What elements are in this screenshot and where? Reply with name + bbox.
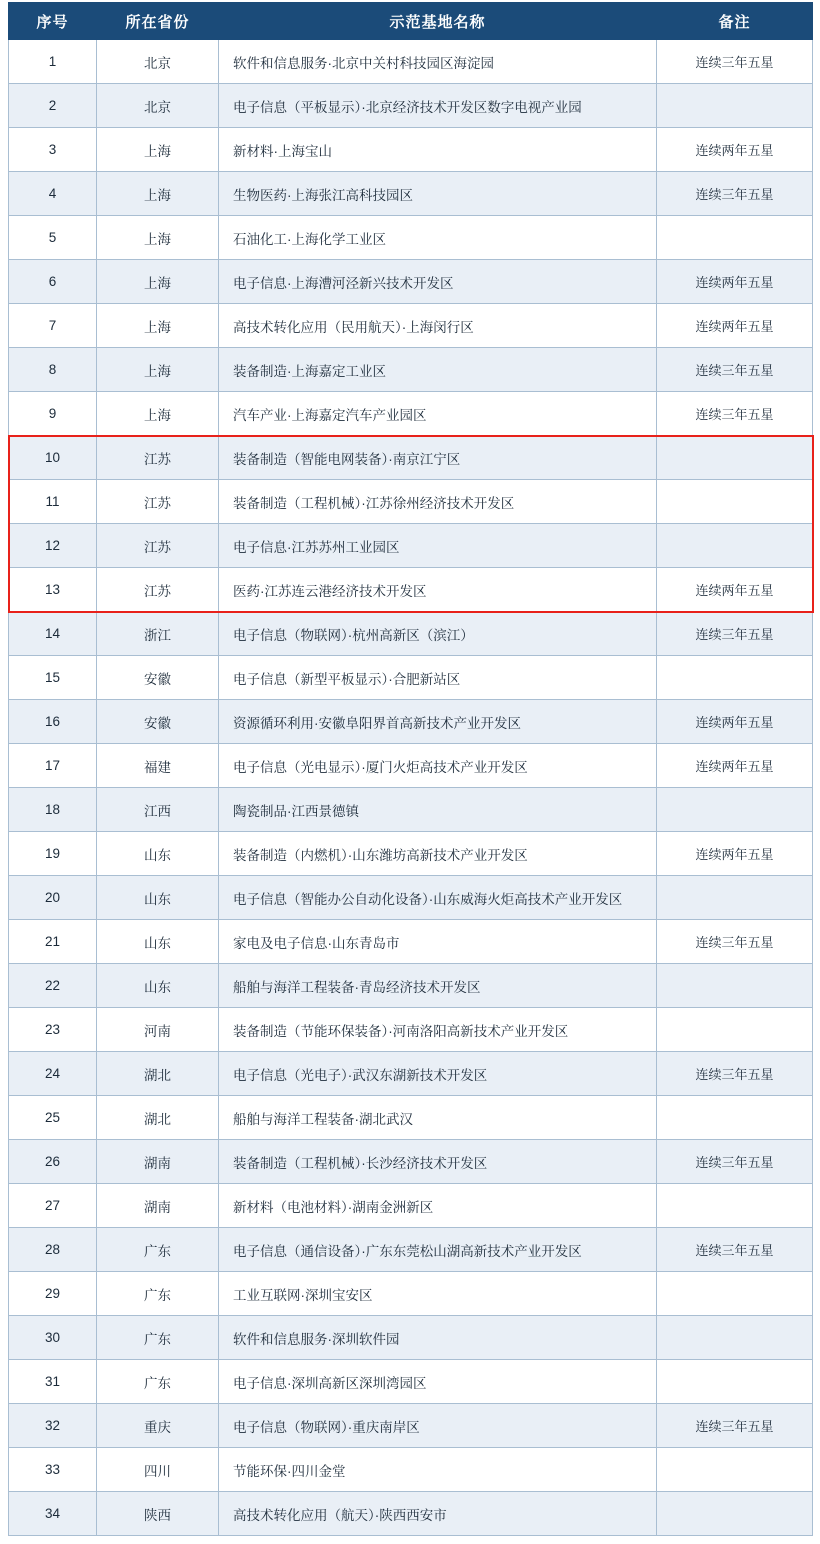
cell-province: 广东	[97, 1228, 219, 1272]
cell-province: 广东	[97, 1360, 219, 1404]
cell-remark	[657, 1184, 813, 1228]
cell-province: 北京	[97, 84, 219, 128]
cell-province: 广东	[97, 1316, 219, 1360]
cell-province: 河南	[97, 1008, 219, 1052]
cell-remark: 连续两年五星	[657, 700, 813, 744]
cell-index: 4	[9, 172, 97, 216]
table-row	[9, 612, 813, 656]
cell-base-name: 装备制造（智能电网装备）·南京江宁区	[219, 436, 657, 480]
cell-base-name: 电子信息（智能办公自动化设备）·山东威海火炬高技术产业开发区	[219, 876, 657, 920]
cell-base-name: 电子信息·上海漕河泾新兴技术开发区	[219, 260, 657, 304]
cell-remark: 连续三年五星	[657, 1140, 813, 1184]
cell-remark: 连续三年五星	[657, 920, 813, 964]
cell-index: 32	[9, 1404, 97, 1448]
header-row	[9, 3, 813, 40]
cell-base-name: 电子信息（物联网）·重庆南岸区	[219, 1404, 657, 1448]
cell-remark	[657, 876, 813, 920]
cell-base-name: 装备制造（节能环保装备）·河南洛阳高新技术产业开发区	[219, 1008, 657, 1052]
cell-index: 3	[9, 128, 97, 172]
table-row	[9, 1008, 813, 1052]
table-row	[9, 700, 813, 744]
cell-province: 山东	[97, 964, 219, 1008]
cell-remark: 连续三年五星	[657, 612, 813, 656]
cell-province: 上海	[97, 128, 219, 172]
cell-index: 33	[9, 1448, 97, 1492]
header-province: 所在省份	[97, 3, 219, 40]
table-row	[9, 260, 813, 304]
table-row	[9, 128, 813, 172]
cell-base-name: 装备制造（工程机械）·江苏徐州经济技术开发区	[219, 480, 657, 524]
cell-remark	[657, 656, 813, 700]
table-row	[9, 392, 813, 436]
cell-province: 上海	[97, 348, 219, 392]
cell-remark: 连续两年五星	[657, 744, 813, 788]
cell-base-name: 电子信息·江苏苏州工业园区	[219, 524, 657, 568]
table-row	[9, 436, 813, 480]
table-row	[9, 656, 813, 700]
table-row	[9, 40, 813, 84]
table-row	[9, 524, 813, 568]
cell-index: 13	[9, 568, 97, 612]
cell-province: 江苏	[97, 480, 219, 524]
table-row	[9, 568, 813, 612]
cell-province: 上海	[97, 260, 219, 304]
table-row	[9, 304, 813, 348]
cell-base-name: 汽车产业·上海嘉定汽车产业园区	[219, 392, 657, 436]
cell-remark	[657, 524, 813, 568]
cell-index: 30	[9, 1316, 97, 1360]
cell-base-name: 医药·江苏连云港经济技术开发区	[219, 568, 657, 612]
table-row	[9, 1140, 813, 1184]
cell-remark	[657, 1448, 813, 1492]
cell-base-name: 石油化工·上海化学工业区	[219, 216, 657, 260]
cell-index: 8	[9, 348, 97, 392]
cell-province: 江苏	[97, 524, 219, 568]
table-row	[9, 216, 813, 260]
cell-index: 28	[9, 1228, 97, 1272]
cell-remark	[657, 1316, 813, 1360]
cell-index: 25	[9, 1096, 97, 1140]
cell-index: 26	[9, 1140, 97, 1184]
cell-index: 5	[9, 216, 97, 260]
cell-base-name: 节能环保·四川金堂	[219, 1448, 657, 1492]
table-row	[9, 480, 813, 524]
cell-index: 9	[9, 392, 97, 436]
cell-remark	[657, 1272, 813, 1316]
cell-province: 江苏	[97, 568, 219, 612]
cell-province: 湖南	[97, 1184, 219, 1228]
header-base-name: 示范基地名称	[219, 3, 657, 40]
cell-base-name: 家电及电子信息·山东青岛市	[219, 920, 657, 964]
cell-province: 山东	[97, 920, 219, 964]
cell-province: 江苏	[97, 436, 219, 480]
header-remark: 备注	[657, 3, 813, 40]
cell-index: 2	[9, 84, 97, 128]
cell-remark	[657, 480, 813, 524]
cell-index: 16	[9, 700, 97, 744]
table-row	[9, 1096, 813, 1140]
cell-province: 山东	[97, 832, 219, 876]
cell-remark: 连续两年五星	[657, 304, 813, 348]
table-row	[9, 348, 813, 392]
cell-base-name: 生物医药·上海张江高科技园区	[219, 172, 657, 216]
table-row	[9, 1316, 813, 1360]
cell-province: 上海	[97, 392, 219, 436]
cell-province: 福建	[97, 744, 219, 788]
table-body	[9, 40, 813, 1536]
cell-base-name: 资源循环利用·安徽阜阳界首高新技术产业开发区	[219, 700, 657, 744]
cell-base-name: 电子信息（平板显示）·北京经济技术开发区数字电视产业园	[219, 84, 657, 128]
cell-remark: 连续三年五星	[657, 1228, 813, 1272]
cell-remark: 连续三年五星	[657, 40, 813, 84]
cell-province: 安徽	[97, 700, 219, 744]
table-row	[9, 964, 813, 1008]
cell-base-name: 电子信息（光电子）·武汉东湖新技术开发区	[219, 1052, 657, 1096]
cell-province: 广东	[97, 1272, 219, 1316]
cell-remark: 连续三年五星	[657, 1052, 813, 1096]
cell-index: 21	[9, 920, 97, 964]
cell-index: 18	[9, 788, 97, 832]
table-header	[9, 3, 813, 40]
cell-base-name: 高技术转化应用（航天）·陕西西安市	[219, 1492, 657, 1536]
table-row	[9, 744, 813, 788]
table-row	[9, 172, 813, 216]
cell-index: 24	[9, 1052, 97, 1096]
cell-index: 27	[9, 1184, 97, 1228]
table-row	[9, 788, 813, 832]
cell-province: 浙江	[97, 612, 219, 656]
cell-remark: 连续两年五星	[657, 568, 813, 612]
cell-index: 34	[9, 1492, 97, 1536]
cell-base-name: 船舶与海洋工程装备·青岛经济技术开发区	[219, 964, 657, 1008]
cell-index: 19	[9, 832, 97, 876]
cell-index: 10	[9, 436, 97, 480]
cell-index: 6	[9, 260, 97, 304]
table-row	[9, 84, 813, 128]
cell-province: 北京	[97, 40, 219, 84]
cell-remark: 连续三年五星	[657, 172, 813, 216]
cell-base-name: 电子信息（通信设备）·广东东莞松山湖高新技术产业开发区	[219, 1228, 657, 1272]
cell-province: 上海	[97, 304, 219, 348]
table-row	[9, 1448, 813, 1492]
cell-base-name: 船舶与海洋工程装备·湖北武汉	[219, 1096, 657, 1140]
cell-remark	[657, 1492, 813, 1536]
cell-index: 15	[9, 656, 97, 700]
table-row	[9, 1404, 813, 1448]
cell-remark	[657, 84, 813, 128]
cell-index: 7	[9, 304, 97, 348]
cell-province: 陕西	[97, 1492, 219, 1536]
table-row	[9, 1228, 813, 1272]
cell-base-name: 软件和信息服务·北京中关村科技园区海淀园	[219, 40, 657, 84]
cell-base-name: 高技术转化应用（民用航天）·上海闵行区	[219, 304, 657, 348]
table-row	[9, 1272, 813, 1316]
cell-remark	[657, 788, 813, 832]
cell-base-name: 装备制造·上海嘉定工业区	[219, 348, 657, 392]
cell-index: 11	[9, 480, 97, 524]
cell-province: 湖北	[97, 1096, 219, 1140]
cell-base-name: 电子信息（光电显示）·厦门火炬高技术产业开发区	[219, 744, 657, 788]
cell-province: 山东	[97, 876, 219, 920]
cell-base-name: 新材料（电池材料）·湖南金洲新区	[219, 1184, 657, 1228]
cell-remark: 连续三年五星	[657, 392, 813, 436]
cell-remark	[657, 216, 813, 260]
cell-base-name: 新材料·上海宝山	[219, 128, 657, 172]
table-row	[9, 1360, 813, 1404]
cell-index: 22	[9, 964, 97, 1008]
table-row	[9, 1184, 813, 1228]
cell-index: 23	[9, 1008, 97, 1052]
cell-province: 湖南	[97, 1140, 219, 1184]
cell-province: 江西	[97, 788, 219, 832]
cell-remark: 连续两年五星	[657, 832, 813, 876]
table-row	[9, 1052, 813, 1096]
cell-index: 12	[9, 524, 97, 568]
cell-province: 湖北	[97, 1052, 219, 1096]
cell-base-name: 电子信息（物联网）·杭州高新区（滨江）	[219, 612, 657, 656]
cell-index: 14	[9, 612, 97, 656]
cell-province: 上海	[97, 172, 219, 216]
cell-remark	[657, 1360, 813, 1404]
cell-province: 上海	[97, 216, 219, 260]
cell-remark	[657, 436, 813, 480]
table-row	[9, 920, 813, 964]
cell-remark: 连续三年五星	[657, 1404, 813, 1448]
cell-index: 1	[9, 40, 97, 84]
cell-index: 29	[9, 1272, 97, 1316]
cell-remark: 连续三年五星	[657, 348, 813, 392]
header-index: 序号	[9, 3, 97, 40]
cell-province: 四川	[97, 1448, 219, 1492]
table-row	[9, 1492, 813, 1536]
demo-base-table	[8, 2, 813, 1536]
cell-remark	[657, 964, 813, 1008]
cell-base-name: 装备制造（工程机械）·长沙经济技术开发区	[219, 1140, 657, 1184]
cell-base-name: 软件和信息服务·深圳软件园	[219, 1316, 657, 1360]
cell-base-name: 陶瓷制品·江西景德镇	[219, 788, 657, 832]
cell-index: 20	[9, 876, 97, 920]
cell-remark: 连续两年五星	[657, 260, 813, 304]
cell-base-name: 电子信息（新型平板显示）·合肥新站区	[219, 656, 657, 700]
cell-base-name: 电子信息·深圳高新区深圳湾园区	[219, 1360, 657, 1404]
cell-remark	[657, 1096, 813, 1140]
table-row	[9, 832, 813, 876]
cell-province: 安徽	[97, 656, 219, 700]
table-row	[9, 876, 813, 920]
cell-remark: 连续两年五星	[657, 128, 813, 172]
cell-province: 重庆	[97, 1404, 219, 1448]
cell-remark	[657, 1008, 813, 1052]
cell-index: 31	[9, 1360, 97, 1404]
cell-base-name: 工业互联网·深圳宝安区	[219, 1272, 657, 1316]
cell-base-name: 装备制造（内燃机）·山东潍坊高新技术产业开发区	[219, 832, 657, 876]
cell-index: 17	[9, 744, 97, 788]
